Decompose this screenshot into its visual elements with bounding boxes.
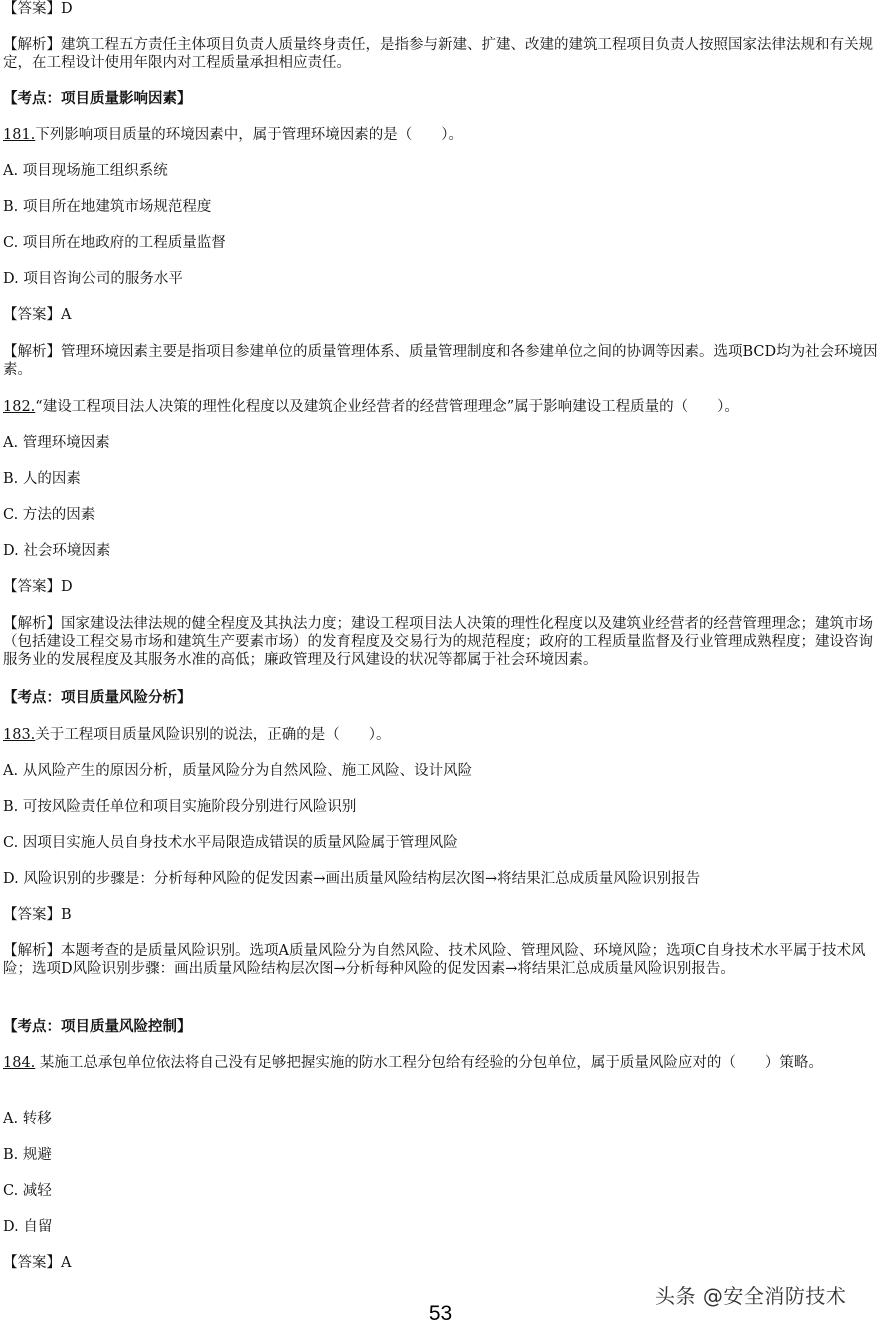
option-c: C. 因项目实施人员自身技术水平局限造成错误的质量风险属于管理风险 <box>3 835 458 851</box>
analysis-paragraph: 【解析】建筑工程五方责任主体项目负责人质量终身责任，是指参与新建、扩建、改建的建筑工程项目负责人按照国家法律法规和有关规定，在工程设计使用年限内对工程质量承担相应责任。 <box>3 37 873 71</box>
question-number: 181. <box>3 127 36 143</box>
option-a: A. 管理环境因素 <box>3 435 110 451</box>
question-number: 182. <box>3 399 36 415</box>
option-d: D. 风险识别的步骤是：分析每种风险的促发因素→画出质量风险结构层次图→将结果汇总成质量风险识别报告 <box>3 871 701 887</box>
option-b: B. 规避 <box>3 1147 52 1163</box>
question-183: 183.关于工程项目质量风险识别的说法，正确的是（ ）。 <box>3 727 391 743</box>
answer-line: 【答案】D <box>3 579 73 595</box>
question-182: 182.“建设工程项目法人决策的理性化程度以及建筑企业经营者的经营管理理念”属于影响建设工程质量的（ ）。 <box>3 399 739 415</box>
question-184: 184. 某施工总承包单位依法将自己没有足够把握实施的防水工程分包给有经验的分包单位，属于质量风险应对的（ ）策略。 <box>3 1055 823 1071</box>
section-heading: 【考点：项目质量影响因素】 <box>3 90 192 107</box>
option-b: B. 人的因素 <box>3 471 81 487</box>
answer-line: 【答案】D <box>3 1 73 17</box>
option-d: D. 自留 <box>3 1219 53 1235</box>
question-number: 183. <box>3 727 36 743</box>
option-b: B. 可按风险责任单位和项目实施阶段分别进行风险识别 <box>3 799 357 815</box>
section-heading: 【考点：项目质量风险控制】 <box>3 1018 192 1035</box>
option-c: C. 方法的因素 <box>3 507 96 523</box>
option-a: A. 从风险产生的原因分析，质量风险分为自然风险、施工风险、设计风险 <box>3 763 473 779</box>
analysis-paragraph: 【解析】管理环境因素主要是指项目参建单位的质量管理体系、质量管理制度和各参建单位之间的协调等因素。选项BCD均为社会环境因素。 <box>3 344 878 378</box>
question-number: 184. <box>3 1055 36 1071</box>
option-d: D. 项目咨询公司的服务水平 <box>3 271 183 287</box>
answer-line: 【答案】A <box>3 1255 72 1271</box>
option-c: C. 项目所在地政府的工程质量监督 <box>3 235 226 251</box>
question-181: 181.下列影响项目质量的环境因素中，属于管理环境因素的是（ ）。 <box>3 127 464 143</box>
option-c: C. 减轻 <box>3 1183 52 1199</box>
analysis-paragraph: 【解析】本题考查的是质量风险识别。选项A质量风险分为自然风险、技术风险、管理风险、环境风险；选项C自身技术水平属于技术风险；选项D风险识别步骤：画出质量风险结构层次图→分析每种风险的促发因素→将结果汇总成质量风险识别报告。 <box>3 943 866 977</box>
answer-line: 【答案】B <box>3 907 72 923</box>
analysis-paragraph: 【解析】国家建设法律法规的健全程度及其执法力度；建设工程项目法人决策的理性化程度以及建筑业经营者的经营管理理念；建筑市场（包括建设工程交易市场和建筑生产要素市场）的发育程度及交易行为的规范程度；政府的工程质量监督及行业管理成熟程度；建设咨询服务业的发展程度及其服务水准的高低；廉政管理及行风建设的状况等都属于社会环境因素。 <box>3 616 873 668</box>
page-number: 53 <box>428 1302 453 1325</box>
option-a: A. 转移 <box>3 1111 52 1127</box>
option-b: B. 项目所在地建筑市场规范程度 <box>3 199 212 215</box>
watermark: 头条 @安全消防技术 <box>655 1284 847 1308</box>
option-a: A. 项目现场施工组织系统 <box>3 163 168 179</box>
option-d: D. 社会环境因素 <box>3 543 111 559</box>
answer-line: 【答案】A <box>3 307 72 323</box>
section-heading: 【考点：项目质量风险分析】 <box>3 689 192 706</box>
